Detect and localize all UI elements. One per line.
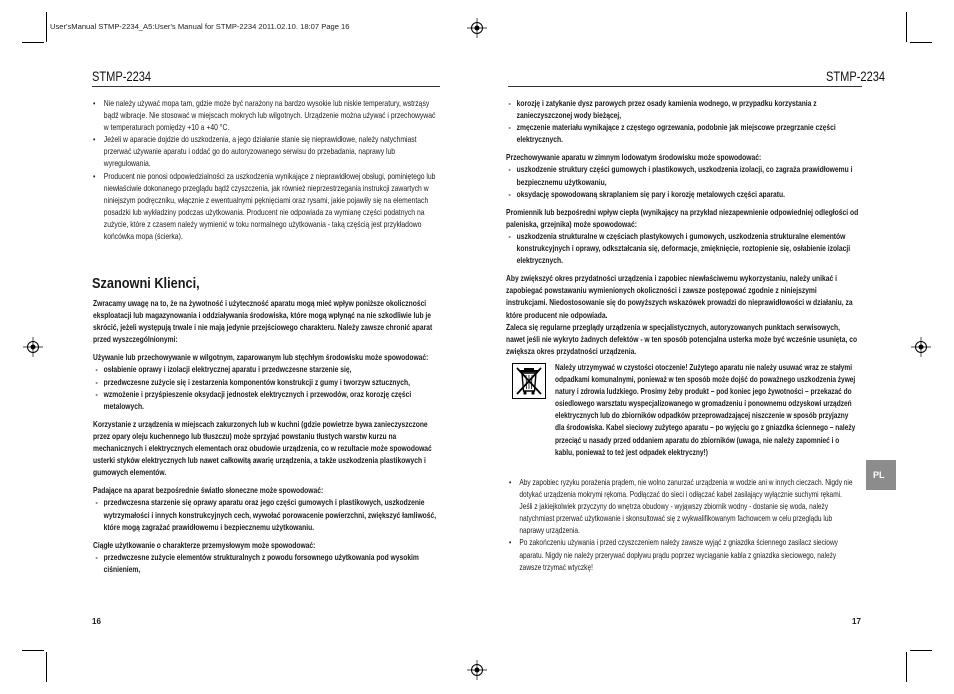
dust-paragraph: Korzystanie z urządzenia w miejscach zakurzonych lub w kuchni (gdzie powietrze bywa zanieczyszczone przez opary oleju kuchennego lub tłuszczu) może sprzyjać powstaniu tłustych warstw kurzu na mechanicznych i elektrycznych elementach oraz obudowie urządzenia, co w rezultacie może spowodować usterki styków elektrycznych lub nawet całkowitą awarię urządzenia, a także uszkodzenia plastikowych i gumowych elementów. [93, 419, 432, 478]
left-bullet: • Producent nie ponosi odpowiedzialności za uszkodzenia wynikające z nieprawidłowej obsługi, pominiętego lub niewłaściwie dokonanego przeglądu bądź czyszczenia, jak również nieprzestrzegania instrukcji zawartych w niniejszym podręczniku, włącznie z ewentualnymi pęknięciami oraz rysami, jakie pojawiły się na elementach posadzki lub wykładziny podczas użytkowania. Producent nie odpowiada za wymianę części podatnych na zużycie, które z czasem należy wymienić w toku normalnego użytkowania - taką częścią jest przykładowo końcówka mopa (ścierka). [93, 171, 442, 244]
frost-item: - oksydację spowodowaną skraplaniem się pary i korozję metalowych części aparatu. [506, 189, 859, 201]
right-bullet: • Aby zapobiec ryzyku porażenia prądem, nie wolno zanurzać urządzenia w wodzie ani w innych cieczach. Nigdy nie dotykać urządzenia mokrymi rękoma. Podłączać do sieci i odłączać kabel zasilający wyłącznie suchymi rękami. Jeśli z jakiejkolwiek przyczyny do wnętrza obudowy - wyjąwszy zbiornik wodny - dostanie się woda, należy natychmiast przerwać użytkowanie i skonsultować się z wykwalifikowanym fachowcem w celu przeglądu lub naprawy urządzenia. [509, 477, 853, 537]
print-slug: User'sManual STMP-2234_A5:User's Manual for STMP-2234 2011.02.10. 18:07 Page 16 [50, 22, 350, 31]
left-column [93, 98, 442, 243]
sunlight-item: - przedwczesna starzenie się oprawy aparatu oraz jego części gumowych i plastikowych, uszkodzenie wytrzymałości i innych konstrukcyjnych cech, wywołać porowacenie powierzchni, zwiększyć łamliwość, które mogą zagrażać prawidłowemu i bezpiecznemu użytkowaniu. [93, 497, 442, 533]
left-body [93, 298, 442, 576]
page-number-right: 17 [852, 617, 861, 626]
section-heading: Szanowni Klienci, [92, 275, 200, 292]
registration-mark-bottom [467, 660, 487, 680]
humidity-item: - przedwczesne zużycie się i zestarzenia komponentów konstrukcji z gumy i tworzyw sztucznych, [93, 377, 442, 389]
right-column [506, 98, 859, 358]
left-page-header: STMP-2234 [92, 69, 152, 84]
industrial-lead: Ciągłe użytkowanie o charakterze przemysłowym może spowodować: [93, 540, 316, 550]
service-paragraph: Zaleca się regularne przeglądy urządzenia w specjalistycznych, autoryzowanych punktach serwisowych, nawet jeśli nie wykryto żadnych defektów - w ten sposób potencjalna usterka może być wcześnie usunięta, co zwiększa okres przydatności urządzenia. [506, 322, 858, 356]
frost-lead: Przechowywanie aparatu w zimnym lodowatym środowisku może spowodować: [506, 153, 762, 163]
heat-item: - uszkodzenia strukturalne w częściach plastykowych i gumowych, uszkodzenia strukturalne elementów konstrukcyjnych i oprawy, odkształcania się, deformacje, zmięknięcie, roztopienie się, osłabienie izolacji elektrycznych. [506, 231, 859, 267]
continued-item: - zmęczenie materiału wynikające z częstego ogrzewania, podobnie jak miejscowe przegrzanie części elektrycznych. [506, 122, 859, 146]
humidity-item: - wzmożenie i przyśpieszenie oksydacji jednostek elektrycznych i przewodów, oraz korozję części metalowych. [93, 389, 442, 413]
weee-paragraph: Należy utrzymywać w czystości otoczenie! Zużytego aparatu nie należy usuwać wraz ze stałymi odpadkami komunalnymi, ponieważ w ten sposób może dojść do poważnego uszkodzenia żywej natury i zdrowia ludzkiego. Prosimy żeby produkt – pod koniec jego żywotności – przekazać do osiedlowego warsztatu wyspecjalizowanego w gromadzeniu i ponownemu odzyskowi urządzeń elektrycznych lub do zbiorników odpadków przeprowadzającej niszczenie w sposób przyjazny dla środowiska. Kabel sieciowy zużytego aparatu – po wyjęciu go z gniazdka ściennego – należy przeciąć u nasady przed oddaniem aparatu do zbiorników (uwaga, nie należy zapomnieć i o kablu, ponieważ to też jest odpadek elektryczny!) [555, 363, 856, 457]
frost-item: - uszkodzenie struktury części gumowych i plastikowych, uszkodzenia izolacji, co zagraża prawidłowemu i bezpiecznemu użytkowaniu, [506, 164, 859, 188]
left-bullet: • Nie należy używać mopa tam, gdzie może być narażony na bardzo wysokie lub niskie temperatury, wstrząsy bądź wibracje. Nie stosować w miejscach mokrych lub wilgotnych. Urządzenie można używać i przechowywać w temperaturach pomiędzy +10 a +40 °C. [93, 98, 442, 134]
right-page-header: STMP-2234 [826, 69, 886, 84]
right-bullets [509, 477, 853, 574]
right-bullet: • Po zakończeniu używania i przed czyszczeniem należy zawsze wyjąć z gniazdka ściennego zasilacz sieciowy aparatu. Nigdy nie należy przerywać dopływu prądu poprzez wyciąganie kabla z gniazdka sieciowego, należy zawsze trzymać wtyczkę! [509, 537, 853, 573]
humidity-item: - osłabienie oprawy i izolacji elektrycznej aparatu i przedwczesne starzenie się, [93, 364, 442, 376]
heat-lead: Promiennik lub bezpośredni wpływ ciepła (wynikający na przykład niezapewnienie odpowiedniej odległości od paleniska, grzejnika) może spowodować: [506, 207, 859, 229]
registration-mark-right [911, 337, 931, 357]
crossed-bin-icon [512, 363, 546, 399]
humidity-lead: Używanie lub przechowywanie w wilgotnym, zaparowanym lub stęchłym środowisku może spowodować: [93, 353, 429, 363]
left-bullet: • Jeżeli w aparacie dojdzie do uszkodzenia, a jego działanie stanie się nieprawidłowe, należy natychmiast przerwać używanie aparatu i oddać go do autoryzowanego serwisu do przebadania, naprawy lub wyregulowania. [93, 134, 442, 170]
registration-mark-top [467, 18, 487, 38]
weee-notice [555, 362, 859, 459]
continued-item: - korozję i zatykanie dysz parowych przez osady kamienia wodnego, w przypadku korzystania z zanieczyszczonej wody bieżącej, [506, 98, 859, 122]
registration-mark-left [23, 337, 43, 357]
language-tab: PL [866, 460, 896, 490]
lifetime-paragraph: Aby zwiększyć okres przydatności urządzenia i zapobiec niewłaściwemu wykorzystaniu, należy unikać i zapobiegać powstawaniu wymienionych okoliczności i zawsze postępować zgodnie z niniejszymi instrukcjami. Niedostosowanie się do powyższych wskazówek prowadzi do nieprawidłowości w działaniu, za które producent nie odpowiada. [506, 274, 853, 320]
industrial-item: - przedwczesne zużycie elementów strukturalnych z powodu forsownego użytkowania pod wysokim ciśnieniem, [93, 552, 442, 576]
intro-paragraph: Zwracamy uwagę na to, że na żywotność i użyteczność aparatu mogą mieć wpływ poniższe okoliczności eksploatacji lub magazynowania i oddziaływania środowiska, które mogą wpłynąć na nie szkodliwie lub je skrócić, jeżeli występują trwale i nie mają jedynie przejściowego charakteru. Należy zawsze chronić aparat przed wyszczególnionymi: [93, 299, 433, 345]
left-header-rule [92, 86, 440, 87]
sunlight-lead: Padające na aparat bezpośrednie światło słoneczne może spowodować: [93, 486, 324, 496]
page-number-left: 16 [92, 617, 101, 626]
right-header-rule [508, 86, 862, 87]
